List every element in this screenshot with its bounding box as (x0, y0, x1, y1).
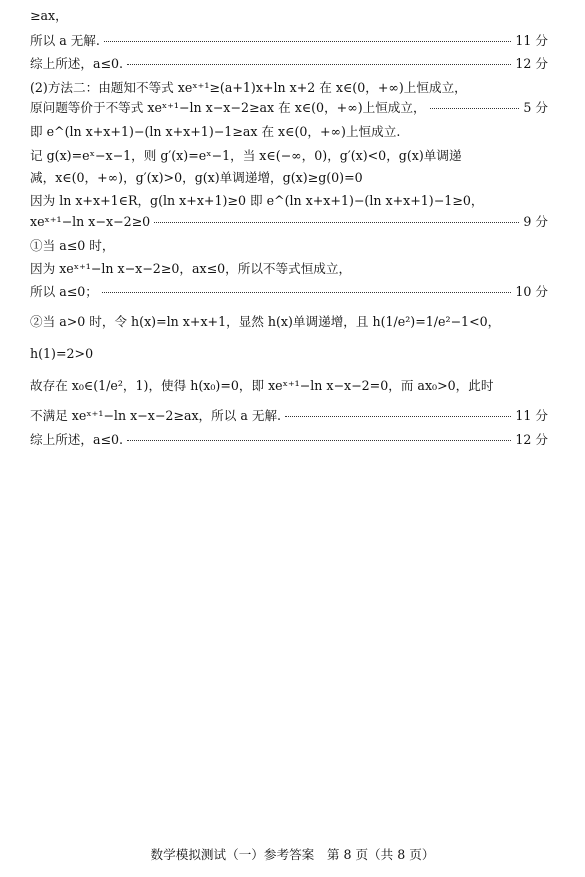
leader-dots (127, 440, 511, 441)
line-text: 所以 a 无解. (30, 33, 100, 48)
solution-line (30, 31, 548, 51)
line-text: 故存在 x₀∈(1/e²，1)，使得 h(x₀)=0，即 xeˣ⁺¹−ln x−x−2=0，而 ax₀>0，此时 (30, 378, 494, 393)
line-text: ②当 a>0 时，令 h(x)=ln x+x+1，显然 h(x)单调递增，且 h(1/e²)=1/e²−1<0， (30, 314, 501, 329)
leader-dots (154, 222, 519, 223)
leader-dots (102, 292, 512, 293)
solution-line (30, 146, 548, 166)
score-mark: 10 分 (515, 284, 548, 299)
line-text: ①当 a≤0 时， (30, 238, 115, 253)
solution-line (30, 168, 548, 188)
line-text: 原问题等价于不等式 xeˣ⁺¹−ln x−x−2≥ax 在 x∈(0，+∞)上恒成立， (30, 100, 426, 115)
line-text: 记 g(x)=eˣ−x−1，则 g′(x)=eˣ−1，当 x∈(−∞，0)，g′(x)<0，g(x)单调递 (30, 148, 462, 163)
score-mark: 11 分 (515, 33, 548, 48)
leader-dots (430, 108, 520, 109)
solution-line (30, 312, 548, 332)
line-text: 因为 ln x+x+1∈R，g(ln x+x+1)≥0 即 e^(ln x+x+1)−(ln x+x+1)−1≥0， (30, 193, 484, 208)
solution-line (30, 98, 548, 118)
line-text: 即 e^(ln x+x+1)−(ln x+x+1)−1≥ax 在 x∈(0，+∞)上恒成立. (30, 124, 401, 139)
solution-line (30, 6, 548, 26)
page-footer: 数学模拟测试（一）参考答案 第 8 页（共 8 页） (150, 847, 435, 862)
score-mark: 11 分 (515, 408, 548, 423)
leader-dots (104, 41, 511, 42)
line-text: 减，x∈(0，+∞)，g′(x)>0，g(x)单调递增，g(x)≥g(0)=0 (30, 170, 363, 185)
line-text: (2)方法二：由题知不等式 xeˣ⁺¹≥(a+1)x+ln x+2 在 x∈(0，+∞)上恒成立， (30, 80, 467, 95)
line-text: 综上所述，a≤0. (30, 56, 124, 71)
score-mark: 5 分 (523, 100, 548, 115)
solution-line (30, 236, 548, 256)
solution-line (30, 376, 548, 396)
leader-dots (285, 416, 511, 417)
score-mark: 9 分 (523, 214, 548, 229)
solution-line (30, 259, 548, 279)
score-mark: 12 分 (515, 56, 548, 71)
solution-line (30, 78, 548, 98)
solution-line (30, 430, 548, 450)
solution-line (30, 344, 548, 364)
solution-line (30, 406, 548, 426)
line-text: xeˣ⁺¹−ln x−x−2≥0 (30, 214, 151, 229)
line-text: 综上所述，a≤0. (30, 432, 124, 447)
score-mark: 12 分 (515, 432, 548, 447)
solution-line (30, 212, 548, 232)
line-text: 不满足 xeˣ⁺¹−ln x−x−2≥ax，所以 a 无解. (30, 408, 282, 423)
solution-line (30, 191, 548, 211)
solution-line (30, 282, 548, 302)
leader-dots (127, 64, 511, 65)
solution-line (30, 54, 548, 74)
line-text: ≥ax， (30, 8, 68, 23)
line-text: h(1)=2>0 (30, 346, 94, 361)
line-text: 所以 a≤0； (30, 284, 98, 299)
line-text: 因为 xeˣ⁺¹−ln x−x−2≥0，ax≤0，所以不等式恒成立， (30, 261, 352, 276)
solution-line (30, 122, 548, 142)
